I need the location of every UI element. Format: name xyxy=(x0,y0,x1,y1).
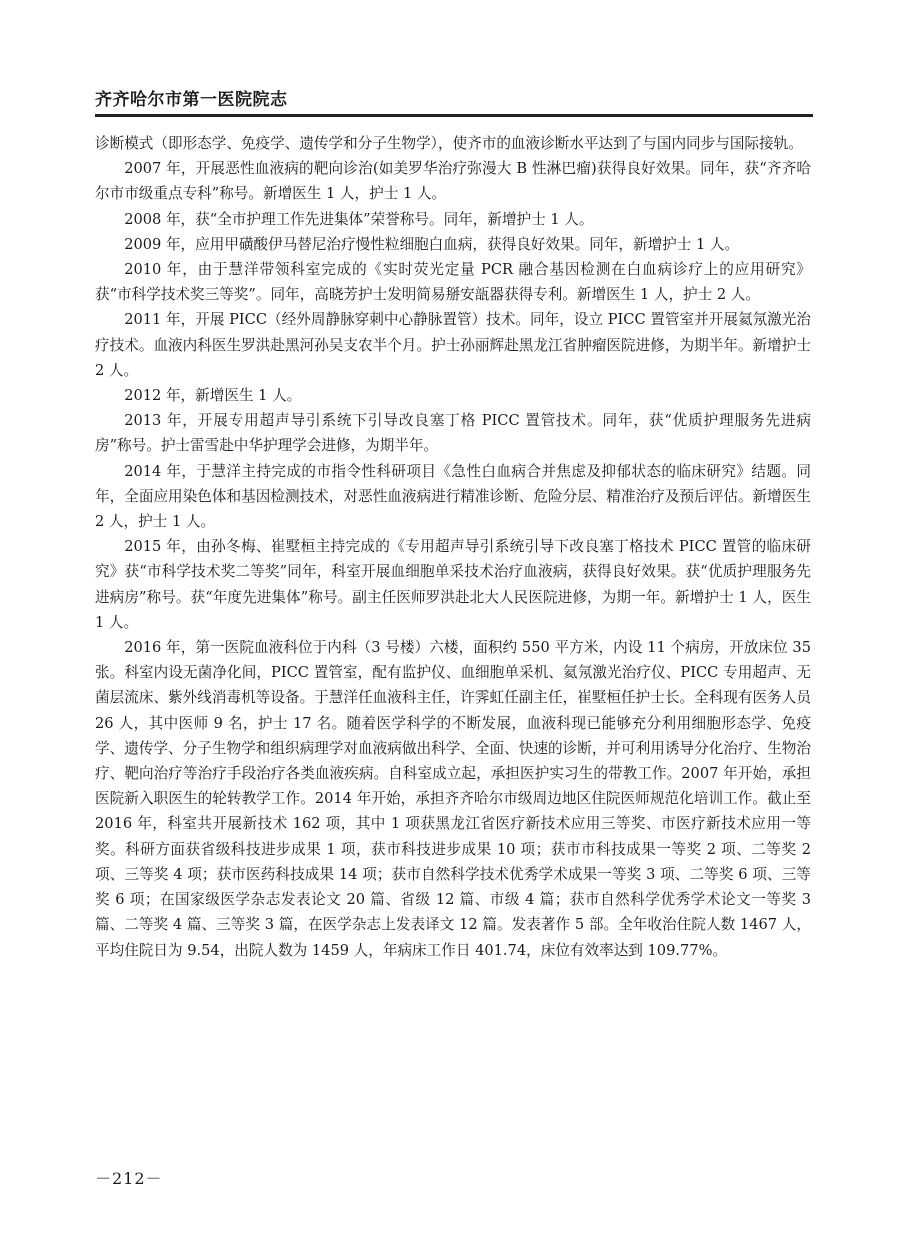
paragraph-2014: 2014 年，于慧洋主持完成的市指令性科研项目《急性白血病合并焦虑及抑郁状态的临床研究》结题。同年，全面应用染色体和基因检测技术，对恶性血液病进行精准诊断、危险分层、精准治疗及预后评估。新增医生 2 人，护士 1 人。 xyxy=(95,462,811,531)
book-title: 齐齐哈尔市第一医院院志 xyxy=(95,90,288,110)
paragraph-2012: 2012 年，新增医生 1 人。 xyxy=(124,387,302,405)
header-divider xyxy=(95,114,813,117)
paragraph-2009: 2009 年，应用甲磺酸伊马替尼治疗慢性粒细胞白血病，获得良好效果。同年，新增护士 1 人。 xyxy=(124,235,740,253)
paragraph-2010: 2010 年，由于慧洋带领科室完成的《实时荧光定量 PCR 融合基因检测在白血病诊疗上的应用研究》获“市科学技术奖三等奖”。同年，高晓芳护士发明简易掰安瓿器获得专利。新增医生 1 人，护士 2 人。 xyxy=(95,261,811,304)
paragraph-2016: 2016 年，第一医院血液科位于内科（3 号楼）六楼，面积约 550 平方米，内设 11 个病房，开放床位 35 张。科室内设无菌净化间，PICC 置管室，配有监护仪、血细胞单采机、氦氖激光治疗仪、PICC 专用超声、无菌层流床、紫外线消毒机等设备。于慧洋任血液科主任，许霁虹任副主任，崔墅桓任护士长。全科现有医务人员 26 人，其中医师 9 名，护士 17 名。随着医学科学的不断发展，血液科现已能够充分利用细胞形态学、免疫学、遗传学、分子生物学和组织病理学对血液病做出科学、全面、快速的诊断，并可利用诱导分化治疗、生物治疗、靶向治疗等治疗手段治疗各类血液疾病。自科室成立起，承担医护实习生的带教工作。2007 年开始，承担医院新入职医生的轮转教学工作。2014 年开始，承担齐齐哈尔市级周边地区住院医师规范化培训工作。截止至 2016 年，科室共开展新技术 162 项，其中 1 项获黑龙江省医疗新技术应用三等奖、市医疗新技术应用一等奖。科研方面获省级科技进步成果 1 项，获市科技进步成果 10 项；获市市科技成果一等奖 2 项、二等奖 2 项、三等奖 4 项；获市医药科技成果 14 项；获市自然科学技术优秀学术成果一等奖 3 项、二等奖 6 项、三等奖 6 项；在国家级医学杂志发表论文 20 篇、省级 12 篇、市级 4 篇；获市自然科学优秀学术论文一等奖 3 篇、二等奖 4 篇、三等奖 3 篇，在医学杂志上发表译文 12 篇。发表著作 5 部。全年收治住院人数 1467 人，平均住院日为 9.54，出院人数为 1459 人，年病床工作日 401.74，床位有效率达到 109.77%。 xyxy=(95,639,811,959)
page-number: －212－ xyxy=(95,1169,163,1188)
paragraph-2008: 2008 年，获“全市护理工作先进集体”荣誉称号。同年，新增护士 1 人。 xyxy=(124,210,594,228)
paragraph-continuation: 诊断模式（即形态学、免疫学、遗传学和分子生物学），使齐市的血液诊断水平达到了与国内同步与国际接轨。 xyxy=(95,135,803,152)
running-header xyxy=(95,88,813,112)
paragraph-2011: 2011 年，开展 PICC（经外周静脉穿刺中心静脉置管）技术。同年，设立 PICC 置管室并开展氦氖激光治疗技术。血液内科医生罗洪赴黑河孙吴支农半个月。护士孙丽辉赴黑龙江省肿瘤医院进修，为期半年。新增护士 2 人。 xyxy=(95,311,811,379)
paragraph-2007: 2007 年，开展恶性血液病的靶向诊治(如美罗华治疗弥漫大 B 性淋巴瘤)获得良好效果。同年，获“齐齐哈尔市市级重点专科”称号。新增医生 1 人，护士 1 人。 xyxy=(95,160,811,203)
body-text xyxy=(95,131,811,963)
paragraph-2013: 2013 年，开展专用超声导引系统下引导改良塞丁格 PICC 置管技术。同年，获“优质护理服务先进病房”称号。护士雷雪赴中华护理学会进修，为期半年。 xyxy=(95,412,811,455)
paragraph-2015: 2015 年，由孙冬梅、崔墅桓主持完成的《专用超声导引系统引导下改良塞丁格技术 PICC 置管的临床研究》获“市科学技术奖二等奖”同年，科室开展血细胞单采技术治疗血液病，获得良好效果。获“优质护理服务先进病房”称号。获“年度先进集体”称号。副主任医师罗洪赴北大人民医院进修，为期一年。新增护士 1 人，医生 1 人。 xyxy=(95,538,811,631)
